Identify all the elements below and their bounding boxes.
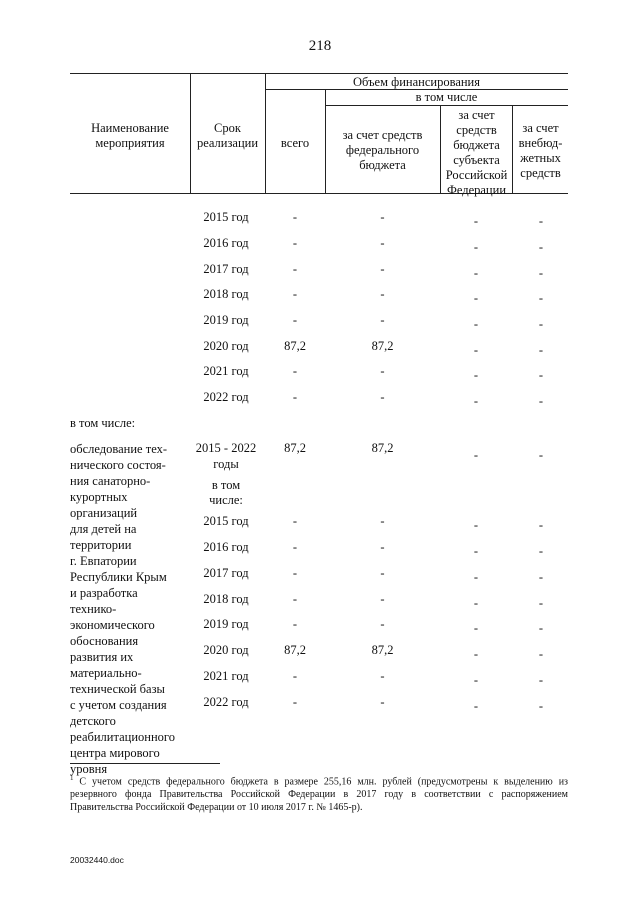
including-rule <box>325 105 568 106</box>
federal-cell: - <box>380 592 385 606</box>
extra-cell: - <box>538 647 544 661</box>
description-line: технико- <box>70 602 117 616</box>
federal-cell: - <box>380 540 385 554</box>
extra-cell: - <box>538 699 544 713</box>
year-cell: 2016 год <box>203 236 249 250</box>
extra-cell: - <box>538 394 544 408</box>
extra-cell: - <box>538 368 544 382</box>
federal-cell: - <box>380 210 385 224</box>
description-line: технической базы <box>70 682 165 696</box>
including-label: в том числе: <box>70 416 136 430</box>
description-line: нического состоя- <box>70 458 166 472</box>
header-top-rule <box>70 73 568 74</box>
period-regional: - <box>473 448 479 462</box>
federal-cell: - <box>380 236 385 250</box>
description-line: с учетом создания <box>70 698 167 712</box>
regional-cell: - <box>473 647 479 661</box>
federal-cell: - <box>380 695 385 709</box>
regional-cell: - <box>473 596 479 610</box>
total-cell: - <box>292 617 298 631</box>
extra-cell: - <box>538 214 544 228</box>
description-line: обоснования <box>70 634 139 648</box>
extra-cell: - <box>538 291 544 305</box>
extra-cell: - <box>538 317 544 331</box>
period-unit: годы <box>213 457 239 471</box>
footnote-separator <box>70 763 220 764</box>
footnote-marker: 1 <box>70 774 74 782</box>
extra-cell: - <box>538 240 544 254</box>
extra-cell: - <box>538 673 544 687</box>
total-cell: - <box>292 313 298 327</box>
federal-cell: 87,2 <box>371 339 394 353</box>
description-line: детского <box>70 714 116 728</box>
total-cell: - <box>292 540 298 554</box>
header-term: Срок реализации <box>196 121 259 150</box>
year-cell: 2022 год <box>203 695 249 709</box>
federal-cell: - <box>380 566 385 580</box>
description-line: реабилитационного <box>70 730 175 744</box>
total-cell: - <box>292 592 298 606</box>
description-line: обследование тех- <box>70 442 167 456</box>
year-cell: 2020 год <box>203 643 249 657</box>
description-line: развития их <box>70 650 134 664</box>
in-that-label-2: числе: <box>209 493 243 507</box>
regional-cell: - <box>473 544 479 558</box>
description-line: уровня <box>70 762 108 776</box>
footnote <box>70 772 568 814</box>
total-cell: 87,2 <box>284 643 306 657</box>
year-cell: 2017 год <box>203 566 249 580</box>
total-cell: - <box>292 669 298 683</box>
total-cell: - <box>292 262 298 276</box>
federal-cell: 87,2 <box>371 643 394 657</box>
total-cell: - <box>292 236 298 250</box>
regional-cell: - <box>473 368 479 382</box>
period-range: 2015 - 2022 <box>195 441 257 455</box>
total-cell: - <box>292 695 298 709</box>
year-cell: 2015 год <box>203 514 249 528</box>
description-line: центра мирового <box>70 746 160 760</box>
year-cell: 2018 год <box>203 592 249 606</box>
year-cell: 2019 год <box>203 313 249 327</box>
total-cell: - <box>292 287 298 301</box>
year-cell: 2019 год <box>203 617 249 631</box>
in-that-label-1: в том <box>211 478 241 492</box>
total-cell: - <box>292 210 298 224</box>
extra-cell: - <box>538 544 544 558</box>
federal-cell: - <box>380 390 385 404</box>
document-id: 20032440.doc <box>70 855 124 865</box>
federal-cell: - <box>380 514 385 528</box>
header-regional: за счет средств бюджета субъекта Российской Федерации <box>445 108 508 197</box>
year-cell: 2022 год <box>203 390 249 404</box>
description-line: курортных <box>70 490 128 504</box>
regional-cell: - <box>473 266 479 280</box>
header-including: в том числе <box>415 90 478 104</box>
page-number: 218 <box>308 38 332 54</box>
total-cell: - <box>292 514 298 528</box>
regional-cell: - <box>473 570 479 584</box>
header-total: всего <box>280 136 310 150</box>
description-line: территории <box>70 538 132 552</box>
description-line: и разработка <box>70 586 138 600</box>
federal-cell: - <box>380 364 385 378</box>
year-cell: 2021 год <box>203 669 249 683</box>
description-line: для детей на <box>70 522 137 536</box>
footnote-text: С учетом средств федерального бюджета в размере 255,16 млн. рублей (предусмотрены к выделению из резервного фонда Правительства Российской Федерации в 2017 году в соответствии с распоряжением Правительства Российской Федерации от 10 июля 2017 г. № 1465-р). <box>70 776 568 814</box>
federal-cell: - <box>380 313 385 327</box>
period-federal: 87,2 <box>371 441 394 455</box>
period-total: 87,2 <box>284 441 306 455</box>
federal-cell: - <box>380 617 385 631</box>
description-line: г. Евпатории <box>70 554 137 568</box>
regional-cell: - <box>473 621 479 635</box>
federal-cell: - <box>380 669 385 683</box>
regional-cell: - <box>473 518 479 532</box>
year-cell: 2018 год <box>203 287 249 301</box>
extra-cell: - <box>538 343 544 357</box>
federal-cell: - <box>380 287 385 301</box>
regional-cell: - <box>473 240 479 254</box>
header-federal: за счет средств федерального бюджета <box>342 128 423 172</box>
total-cell: 87,2 <box>284 339 306 353</box>
regional-cell: - <box>473 291 479 305</box>
header-funding: Объем финансирования <box>353 75 480 89</box>
regional-cell: - <box>473 317 479 331</box>
extra-cell: - <box>538 266 544 280</box>
regional-cell: - <box>473 394 479 408</box>
extra-cell: - <box>538 570 544 584</box>
regional-cell: - <box>473 699 479 713</box>
regional-cell: - <box>473 343 479 357</box>
activity-description <box>70 441 190 777</box>
description-line: ния санаторно- <box>70 474 151 488</box>
extra-cell: - <box>538 621 544 635</box>
col-divider-term <box>265 73 266 193</box>
total-cell: - <box>292 566 298 580</box>
year-cell: 2016 год <box>203 540 249 554</box>
extra-cell: - <box>538 518 544 532</box>
regional-cell: - <box>473 673 479 687</box>
year-cell: 2020 год <box>203 339 249 353</box>
year-cell: 2015 год <box>203 210 249 224</box>
federal-cell: - <box>380 262 385 276</box>
description-line: организаций <box>70 506 138 520</box>
description-line: экономического <box>70 618 155 632</box>
extra-cell: - <box>538 596 544 610</box>
header-name: Наименование мероприятия <box>91 121 169 150</box>
year-cell: 2021 год <box>203 364 249 378</box>
year-cell: 2017 год <box>203 262 249 276</box>
total-cell: - <box>292 390 298 404</box>
header-extrabudget: за счет внебюд-жетных средств <box>518 121 563 180</box>
description-line: Республики Крым <box>70 570 167 584</box>
total-cell: - <box>292 364 298 378</box>
period-extra: - <box>538 448 544 462</box>
regional-cell: - <box>473 214 479 228</box>
description-line: материально- <box>70 666 142 680</box>
